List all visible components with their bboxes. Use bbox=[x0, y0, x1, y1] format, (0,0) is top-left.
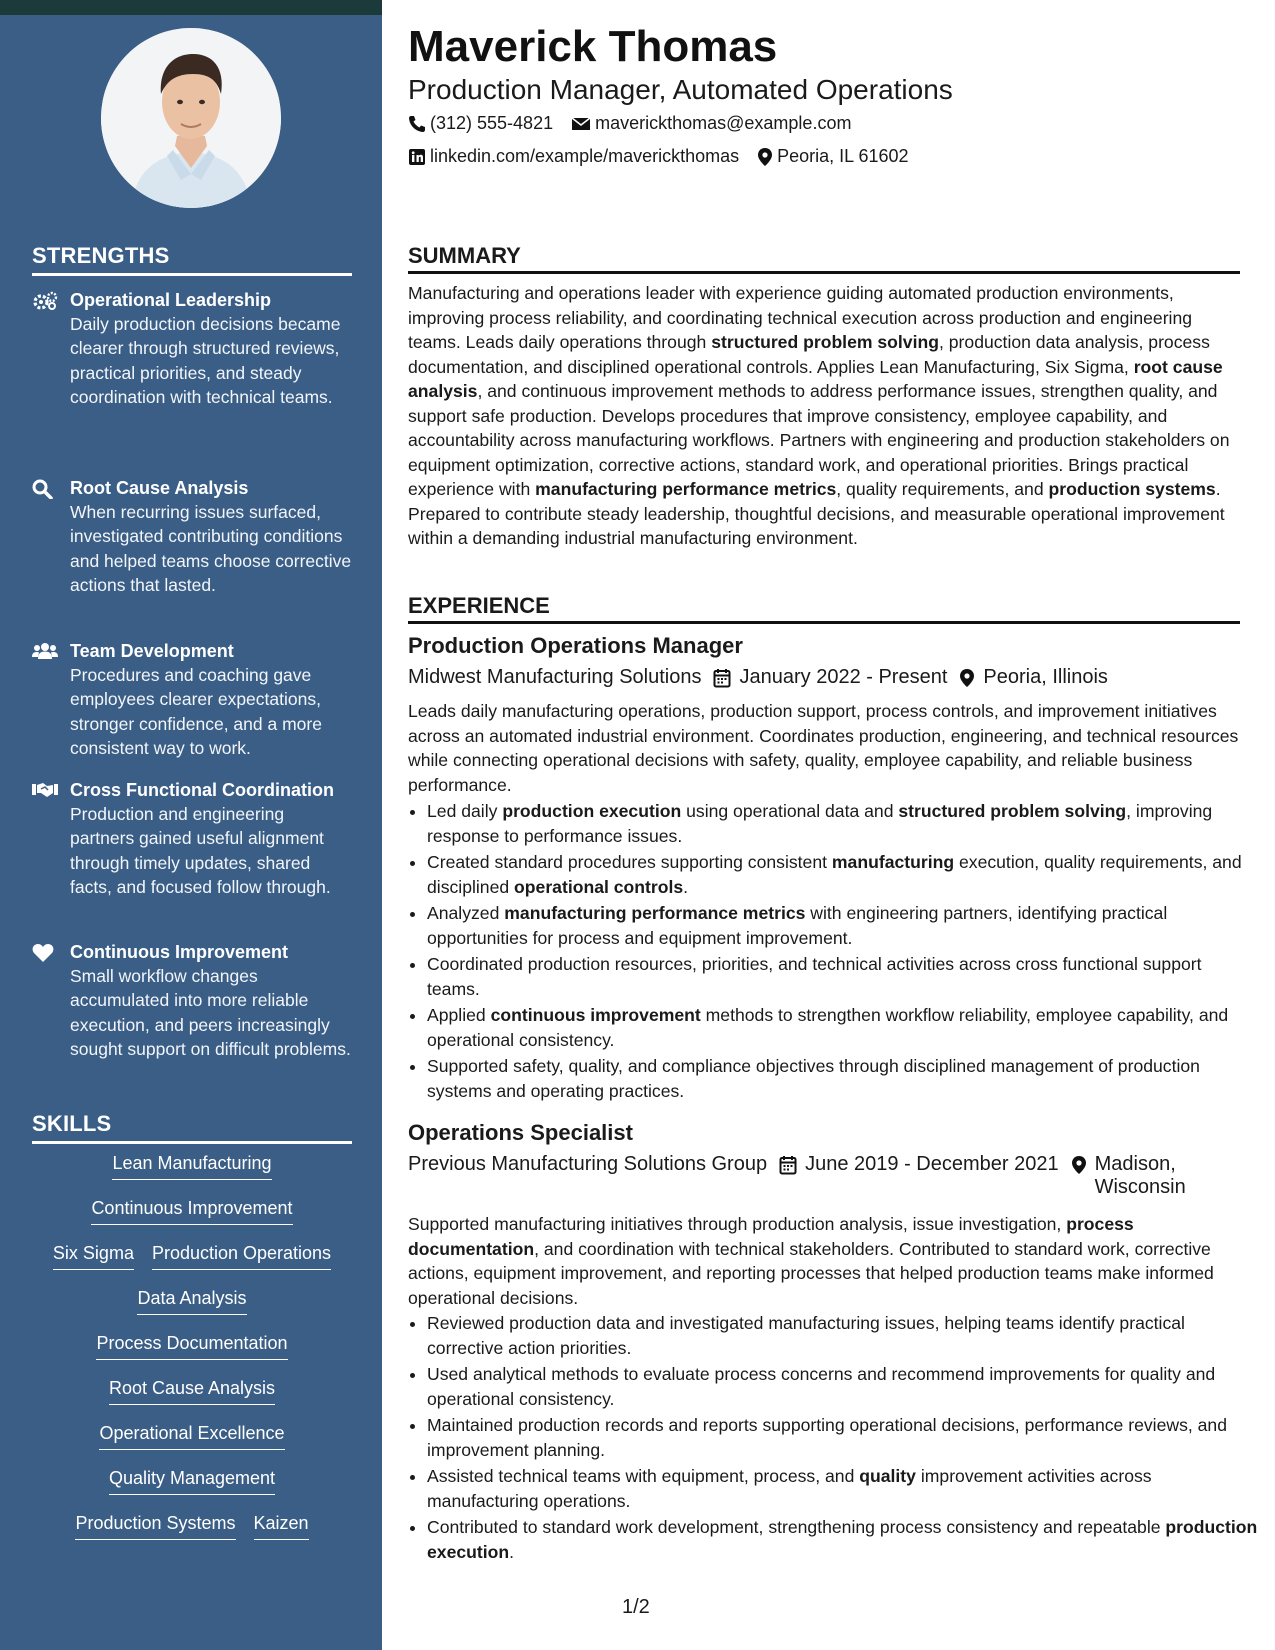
map-pin-icon bbox=[959, 668, 975, 688]
strength-title: Team Development bbox=[70, 641, 234, 661]
heart-icon bbox=[32, 940, 70, 1062]
bullet-item bbox=[427, 1003, 1259, 1052]
sidebar bbox=[0, 0, 382, 1650]
emphasis-text: structured problem solving bbox=[711, 332, 939, 352]
map-pin-icon bbox=[757, 147, 773, 167]
email-text: maverickthomas@example.com bbox=[595, 113, 852, 133]
bullet-item bbox=[427, 850, 1259, 899]
emphasis-text: process documentation bbox=[408, 1214, 1134, 1259]
strength-description: Production and engineering partners gained useful alignment through timely updates, shared facts, and focused follow through. bbox=[70, 804, 331, 898]
body-text: methods to strengthen workflow reliability, employee capability, and operational consistency. bbox=[427, 1005, 1229, 1050]
skill-row bbox=[32, 1420, 352, 1465]
location-text: Peoria, IL 61602 bbox=[777, 146, 909, 166]
gears-icon bbox=[32, 288, 70, 410]
skill-row bbox=[32, 1465, 352, 1510]
body-text: Used analytical methods to evaluate process concerns and recommend improvements for quality and operational consistency. bbox=[427, 1364, 1216, 1409]
candidate-headline: Production Manager, Automated Operations bbox=[408, 74, 953, 105]
body-text: Leads daily manufacturing operations, production support, process controls, and improvement initiatives across an automated industrial environment. Coordinates production, engineering, and technical resources while connecting operational decisions with safety, quality, employee capability, and reliable business performance. bbox=[408, 701, 1239, 795]
body-text: Led daily bbox=[427, 801, 503, 821]
summary-paragraph bbox=[408, 281, 1240, 551]
skill-row bbox=[32, 1285, 352, 1330]
body-text: , and continuous improvement methods to address performance issues, strengthen quality, and support safe production. Develops procedures that improve consistency, employee capability, and accountability across manufacturing workflows. Partners with engineering and production stakeholders on equipment optimization, corrective actions, standard work, and operational priorities. Brings practical experience with bbox=[408, 381, 1230, 499]
emphasis-text: manufacturing performance metrics bbox=[504, 903, 806, 923]
strength-title: Operational Leadership bbox=[70, 290, 272, 310]
emphasis-text: operational controls bbox=[514, 876, 684, 897]
calendar-icon bbox=[713, 668, 731, 688]
skill-tag: Operational Excellence bbox=[99, 1420, 284, 1450]
sidebar-top-bar bbox=[0, 0, 382, 15]
strength-description: Daily production decisions became clearer through structured reviews, practical priorities, and steady coordination with technical teams. bbox=[70, 314, 341, 408]
body-text: Supported safety, quality, and compliance objectives through disciplined management of production systems and operating practices. bbox=[427, 1056, 1200, 1101]
strength-item bbox=[32, 476, 352, 598]
body-text: Created standard procedures supporting consistent bbox=[427, 852, 832, 872]
contact-row bbox=[408, 146, 927, 167]
bullet-item bbox=[427, 1362, 1259, 1411]
body-text: Assisted technical teams with equipment, process, and bbox=[427, 1466, 860, 1486]
skill-tag: Production Systems bbox=[75, 1510, 235, 1540]
strength-item bbox=[32, 639, 352, 761]
emphasis-text: production execution bbox=[502, 801, 682, 821]
location-contact bbox=[757, 146, 908, 167]
body-text: , and coordination with technical stakeholders. Contributed to standard work, corrective actions, equipment improvement, and reporting processes that helped production teams make informed operational decisions. bbox=[408, 1238, 1214, 1308]
linkedin-text: linkedin.com/example/maverickthomas bbox=[430, 146, 740, 166]
job-dates: January 2022 - Present bbox=[713, 666, 947, 689]
body-text: . bbox=[509, 1541, 515, 1562]
envelope-icon bbox=[571, 116, 591, 132]
bullet-item bbox=[427, 901, 1259, 950]
job-bullets bbox=[408, 799, 1259, 1105]
strengths-heading: STRENGTHS bbox=[32, 243, 352, 276]
skill-tag: Root Cause Analysis bbox=[109, 1375, 275, 1405]
skill-tag: Data Analysis bbox=[137, 1285, 246, 1315]
strength-item bbox=[32, 778, 352, 900]
body-text: Coordinated production resources, priorities, and technical activities across cross functional support teams. bbox=[427, 954, 1202, 999]
body-text: Contributed to standard work development, strengthening process consistency and repeatable bbox=[427, 1517, 1166, 1537]
candidate-name: Maverick Thomas bbox=[408, 22, 778, 71]
job-meta bbox=[408, 1153, 1207, 1199]
contact-row bbox=[408, 113, 869, 134]
body-text: Maintained production records and reports supporting operational decisions, performance reviews, and improvement planning. bbox=[427, 1415, 1227, 1460]
body-text: , production data analysis, process documentation, and disciplined operational controls. Applies Lean Manufacturing, Six Sigma, bbox=[408, 332, 1210, 377]
body-text: Applied bbox=[427, 1005, 491, 1025]
body-text: with engineering partners, identifying practical opportunities for process and equipment improvement. bbox=[427, 903, 1168, 948]
job-description bbox=[408, 1212, 1240, 1310]
job-dates: June 2019 - December 2021 bbox=[779, 1153, 1059, 1199]
bullet-item bbox=[427, 1515, 1259, 1564]
job-location: Peoria, Illinois bbox=[959, 666, 1108, 689]
bullet-item bbox=[427, 952, 1259, 1001]
strength-title: Root Cause Analysis bbox=[70, 478, 249, 498]
experience-heading: EXPERIENCE bbox=[408, 593, 1240, 624]
job-company: Midwest Manufacturing Solutions bbox=[408, 666, 702, 688]
body-text: Supported manufacturing initiatives through production analysis, issue investigation, bbox=[408, 1214, 1067, 1234]
map-pin-icon bbox=[1071, 1155, 1087, 1175]
skill-tag: Continuous Improvement bbox=[91, 1195, 292, 1225]
job-title: Production Operations Manager bbox=[408, 633, 743, 658]
skill-row bbox=[32, 1195, 352, 1240]
strength-description: Small workflow changes accumulated into more reliable execution, and peers increasingly sought support on difficult problems. bbox=[70, 966, 351, 1060]
job-meta bbox=[408, 666, 1120, 689]
emphasis-text: production systems bbox=[1048, 479, 1216, 499]
bullet-item bbox=[427, 1413, 1259, 1462]
skill-row bbox=[32, 1330, 352, 1375]
skill-tag: Process Documentation bbox=[96, 1330, 287, 1360]
emphasis-text: root cause analysis bbox=[408, 356, 1223, 401]
body-text: Manufacturing and operations leader with experience guiding automated production environments, improving process reliability, and coordinating technical execution across production and engineering teams. Leads daily operations through bbox=[408, 283, 1193, 352]
handshake-icon bbox=[32, 778, 70, 900]
body-text: improvement activities across manufacturing operations. bbox=[427, 1466, 1152, 1511]
summary-heading: SUMMARY bbox=[408, 243, 1240, 274]
emphasis-text: continuous improvement bbox=[490, 1005, 701, 1025]
emphasis-text: quality bbox=[859, 1466, 916, 1486]
strength-item bbox=[32, 288, 352, 410]
body-text: using operational data and bbox=[681, 801, 899, 821]
users-icon bbox=[32, 639, 70, 761]
skill-tag: Lean Manufacturing bbox=[112, 1150, 271, 1180]
bullet-item bbox=[427, 799, 1259, 848]
skill-tag: Six Sigma bbox=[53, 1240, 134, 1270]
body-text: , quality requirements, and bbox=[836, 479, 1049, 499]
skill-tag: Kaizen bbox=[254, 1510, 309, 1540]
skill-row bbox=[32, 1510, 352, 1555]
body-text: . Prepared to contribute steady leadership, thoughtful decisions, and measurable operational improvement within a demanding industrial manufacturing environment. bbox=[408, 479, 1225, 548]
phone-contact[interactable] bbox=[408, 113, 553, 134]
skills-heading: SKILLS bbox=[32, 1111, 352, 1144]
skills-list bbox=[32, 1150, 352, 1555]
emphasis-text: production execution bbox=[427, 1517, 1258, 1562]
skill-row bbox=[32, 1240, 352, 1285]
strength-item bbox=[32, 940, 352, 1062]
email-contact[interactable] bbox=[571, 113, 851, 134]
body-text: . bbox=[683, 876, 689, 897]
search-icon bbox=[32, 476, 70, 598]
skill-tag: Quality Management bbox=[109, 1465, 275, 1495]
job-location: Madison, Wisconsin bbox=[1071, 1153, 1195, 1199]
skill-row bbox=[32, 1375, 352, 1420]
phone-text: (312) 555-4821 bbox=[430, 113, 554, 133]
avatar bbox=[101, 28, 281, 208]
emphasis-text: structured problem solving bbox=[898, 801, 1127, 821]
emphasis-text: manufacturing bbox=[831, 852, 955, 872]
strength-description: Procedures and coaching gave employees clearer expectations, stronger confidence, and a more consistent way to work. bbox=[70, 665, 322, 759]
job-title: Operations Specialist bbox=[408, 1120, 633, 1145]
emphasis-text: manufacturing performance metrics bbox=[535, 479, 837, 499]
job-description bbox=[408, 699, 1240, 797]
bullet-item bbox=[427, 1054, 1259, 1103]
page-number: 1/2 bbox=[622, 1596, 650, 1618]
strength-title: Cross Functional Coordination bbox=[70, 780, 334, 800]
job-company: Previous Manufacturing Solutions Group bbox=[408, 1153, 768, 1175]
skill-tag: Production Operations bbox=[152, 1240, 331, 1270]
bullet-item bbox=[427, 1311, 1259, 1360]
linkedin-contact[interactable] bbox=[408, 146, 739, 167]
bullet-item bbox=[427, 1464, 1259, 1513]
body-text: Reviewed production data and investigated manufacturing issues, helping teams identify practical corrective action priorities. bbox=[427, 1313, 1185, 1358]
body-text: Analyzed bbox=[427, 903, 505, 923]
linkedin-icon bbox=[408, 148, 426, 166]
phone-icon bbox=[408, 115, 426, 133]
job-bullets bbox=[408, 1311, 1259, 1566]
calendar-icon bbox=[779, 1155, 797, 1175]
body-text: execution, quality requirements, and disciplined bbox=[427, 852, 1242, 897]
strength-title: Continuous Improvement bbox=[70, 942, 289, 962]
strength-description: When recurring issues surfaced, investigated contributing conditions and helped teams choose corrective actions that lasted. bbox=[70, 502, 352, 596]
body-text: , improving response to performance issues. bbox=[427, 801, 1213, 846]
skill-row bbox=[32, 1150, 352, 1195]
